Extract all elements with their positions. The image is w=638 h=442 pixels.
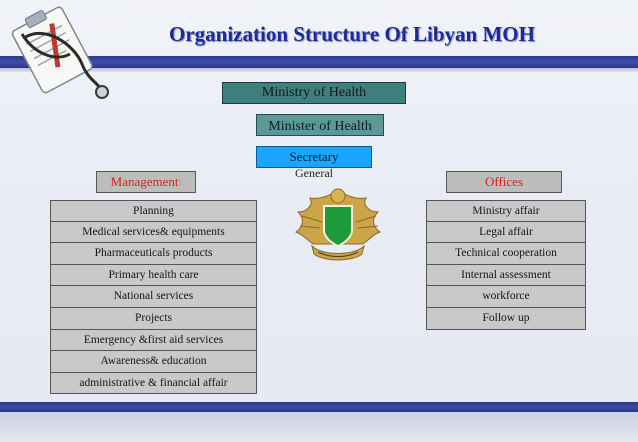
secretary-general-label: General [295, 166, 333, 180]
offices-item: Legal affair [426, 222, 586, 244]
offices-header-label: Offices [484, 174, 524, 189]
secretary-box: Secretary [256, 146, 372, 168]
ministry-box: Ministry of Health [222, 82, 406, 104]
management-item: Projects [50, 308, 257, 330]
management-list [50, 200, 257, 394]
management-header-label: Management [110, 174, 179, 189]
offices-list [426, 200, 586, 330]
management-item: Planning [50, 200, 257, 222]
offices-item: Ministry affair [426, 200, 586, 222]
footer-shadow [0, 412, 638, 442]
offices-item: Internal assessment [426, 265, 586, 287]
page-title: Organization Structure Of Libyan MOH [169, 22, 535, 46]
management-item: Awareness& education [50, 351, 257, 373]
libyan-eagle-emblem-icon [292, 182, 384, 272]
management-item: National services [50, 286, 257, 308]
management-item: Pharmaceuticals products [50, 243, 257, 265]
management-item: Medical services& equipments [50, 222, 257, 244]
clipboard-stethoscope-icon [4, 4, 114, 100]
management-item: Primary health care [50, 265, 257, 287]
footer-band [0, 402, 638, 412]
management-item: Emergency &first aid services [50, 330, 257, 352]
management-header [96, 171, 196, 193]
offices-item: Follow up [426, 308, 586, 330]
offices-header [446, 171, 562, 193]
offices-item: workforce [426, 286, 586, 308]
header-marker-icon: \ [178, 178, 182, 189]
management-item: administrative & financial affair [50, 373, 257, 395]
minister-box: Minister of Health [256, 114, 384, 136]
offices-item: Technical cooperation [426, 243, 586, 265]
